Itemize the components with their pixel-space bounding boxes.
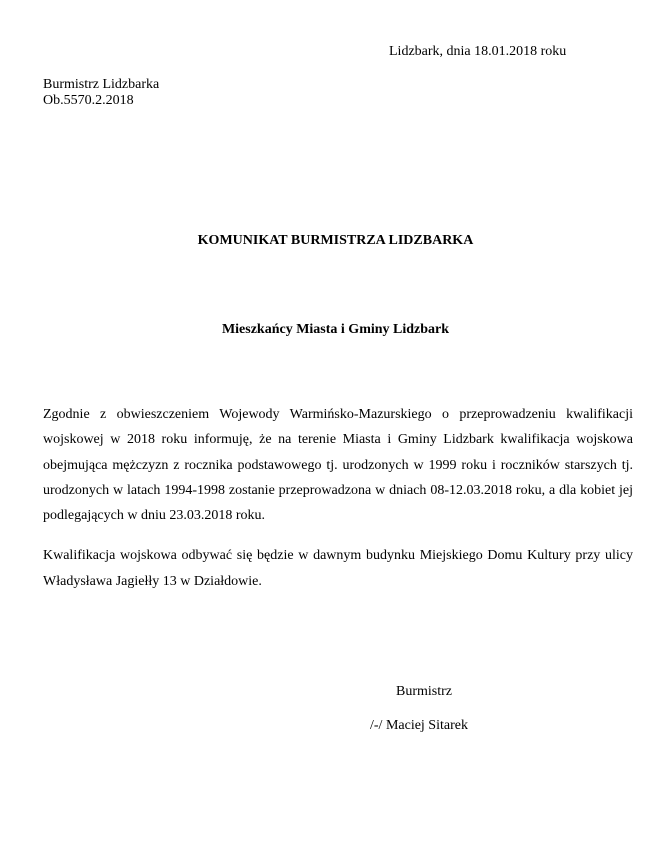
document-title: KOMUNIKAT BURMISTRZA LIDZBARKA [197,233,474,248]
signature-name: /-/ Maciej Sitarek [370,718,468,733]
sender-block [43,77,159,109]
body-paragraph: Kwalifikacja wojskowa odbywać się będzie w dawnym budynku Miejskiego Domu Kultury przy ulicy Władysława Jagiełły 13 w Działdowie. [43,548,633,589]
sender-reference: Ob.5570.2.2018 [43,93,134,108]
signature-title: Burmistrz [396,684,452,699]
date-line: Lidzbark, dnia 18.01.2018 roku [389,44,567,59]
sender-office: Burmistrz Lidzbarka [43,77,160,92]
body-paragraph: Zgodnie z obwieszczeniem Wojewody Warmińsko-Mazurskiego o przeprowadzeniu kwalifikacji wojskowej w 2018 roku informuję, że na terenie Miasta i Gminy Lidzbark kwalifikacja wojskowa obejmująca mężczyzn z rocznika podstawowego tj. urodzonych w 1999 roku i roczników starszych tj. urodzonych w latach 1994-1998 zostanie przeprowadzona w dniach 08-12.03.2018 roku, a dla kobiet jej podlegających w dniu 23.03.2018 roku. [43,407,633,524]
addressee-heading: Mieszkańcy Miasta i Gminy Lidzbark [221,322,450,337]
body-text [43,402,633,594]
